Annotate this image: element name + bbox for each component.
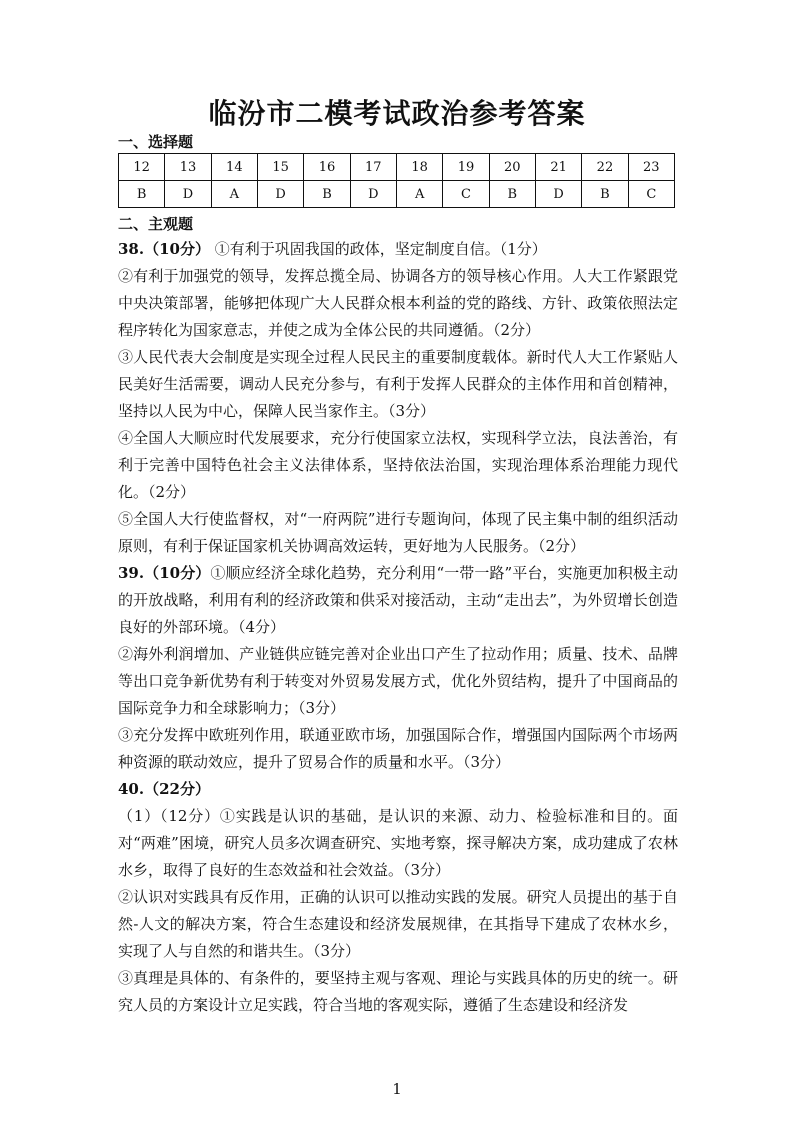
- question-number: 12: [119, 154, 165, 181]
- question-number: 13: [165, 154, 211, 181]
- answer-table: [118, 153, 675, 208]
- answer-letter: A: [211, 181, 257, 208]
- q40-point-1: （1）（12分）①实践是认识的基础，是认识的来源、动力、检验标准和目的。面对“两难”困境，研究人员多次调查研究、实地考察，探寻解决方案，成功建成了农林水乡，取得了良好的生态效益和社会效益。（3分）: [118, 807, 678, 879]
- answer-letter: A: [396, 181, 442, 208]
- answer-letter: D: [165, 181, 211, 208]
- question-number: 17: [350, 154, 396, 181]
- q38-line-1: [118, 236, 678, 263]
- answer-letter: B: [119, 181, 165, 208]
- question-number: 14: [211, 154, 257, 181]
- page-title: 临汾市二模考试政治参考答案: [208, 97, 586, 130]
- question-number: 19: [443, 154, 489, 181]
- q38-point-4: ④全国人大顺应时代发展要求，充分行使国家立法权，实现科学立法，良法善治，有利于完善中国特色社会主义法律体系，坚持依法治国，实现治理体系治理能力现代化。（2分）: [118, 429, 678, 501]
- q40-heading: 40.（22分）: [118, 780, 210, 798]
- answer-table-numbers-row: [119, 154, 675, 181]
- answer-letter: C: [628, 181, 674, 208]
- q38-point-3: ③人民代表大会制度是实现全过程人民民主的重要制度载体。新时代人大工作紧贴人民美好生活需要，调动人民充分参与，有利于发挥人民群众的主体作用和首创精神，坚持以人民为中心，保障人民当家作主。（3分）: [118, 348, 678, 420]
- answer-letter: D: [350, 181, 396, 208]
- answer-letter: D: [535, 181, 581, 208]
- answer-letter: B: [489, 181, 535, 208]
- q38-point-1: ①有利于巩固我国的政体，坚定制度自信。（1分）: [214, 240, 547, 258]
- question-number: 22: [582, 154, 628, 181]
- page-number: 1: [392, 1080, 402, 1098]
- answer-letter: D: [257, 181, 303, 208]
- section-heading-subjective: 二、主观题: [118, 215, 194, 233]
- question-number: 16: [304, 154, 350, 181]
- q39-point-3: ③充分发挥中欧班列作用，联通亚欧市场，加强国际合作，增强国内国际两个市场两种资源的联动效应，提升了贸易合作的质量和水平。（3分）: [118, 726, 678, 771]
- answer-body: [118, 236, 678, 1019]
- question-number: 23: [628, 154, 674, 181]
- q38-point-2: ②有利于加强党的领导，发挥总揽全局、协调各方的领导核心作用。人大工作紧跟党中央决策部署，能够把体现广大人民群众根本利益的党的路线、方针、政策依照法定程序转化为国家意志，并使之成为全体公民的共同遵循。（2分）: [118, 267, 678, 339]
- q40-point-3: ③真理是具体的、有条件的，要坚持主观与客观、理论与实践具体的历史的统一。研究人员的方案设计立足实践，符合当地的客观实际，遵循了生态建设和经济发: [118, 969, 678, 1014]
- question-number: 15: [257, 154, 303, 181]
- q39-point-2: ②海外利润增加、产业链供应链完善对企业出口产生了拉动作用；质量、技术、品牌等出口竞争新优势有利于转变对外贸易发展方式，优化外贸结构，提升了中国商品的国际竞争力和全球影响力；（3分）: [118, 645, 678, 717]
- question-number: 21: [535, 154, 581, 181]
- answer-letter: B: [582, 181, 628, 208]
- q38-heading: 38.（10分）: [118, 240, 210, 258]
- q39-heading: 39.（10分）: [118, 564, 211, 582]
- question-number: 20: [489, 154, 535, 181]
- answer-table-letters-row: [119, 181, 675, 208]
- section-heading-choice: 一、选择题: [118, 133, 194, 151]
- q39-line-1: [118, 560, 678, 641]
- answer-letter: C: [443, 181, 489, 208]
- question-number: 18: [396, 154, 442, 181]
- q39-point-1: ①顺应经济全球化趋势，充分利用“一带一路”平台，实施更加积极主动的开放战略，利用有利的经济政策和供采对接活动，主动“走出去”，为外贸增长创造良好的外部环境。（4分）: [118, 564, 678, 636]
- q38-point-5: ⑤全国人大行使监督权，对“一府两院”进行专题询问，体现了民主集中制的组织活动原则，有利于保证国家机关协调高效运转，更好地为人民服务。（2分）: [118, 510, 678, 555]
- q40-point-2: ②认识对实践具有反作用，正确的认识可以推动实践的发展。研究人员提出的基于自然-人文的解决方案，符合生态建设和经济发展规律，在其指导下建成了农林水乡，实现了人与自然的和谐共生。（3分）: [118, 888, 678, 960]
- answer-letter: B: [304, 181, 350, 208]
